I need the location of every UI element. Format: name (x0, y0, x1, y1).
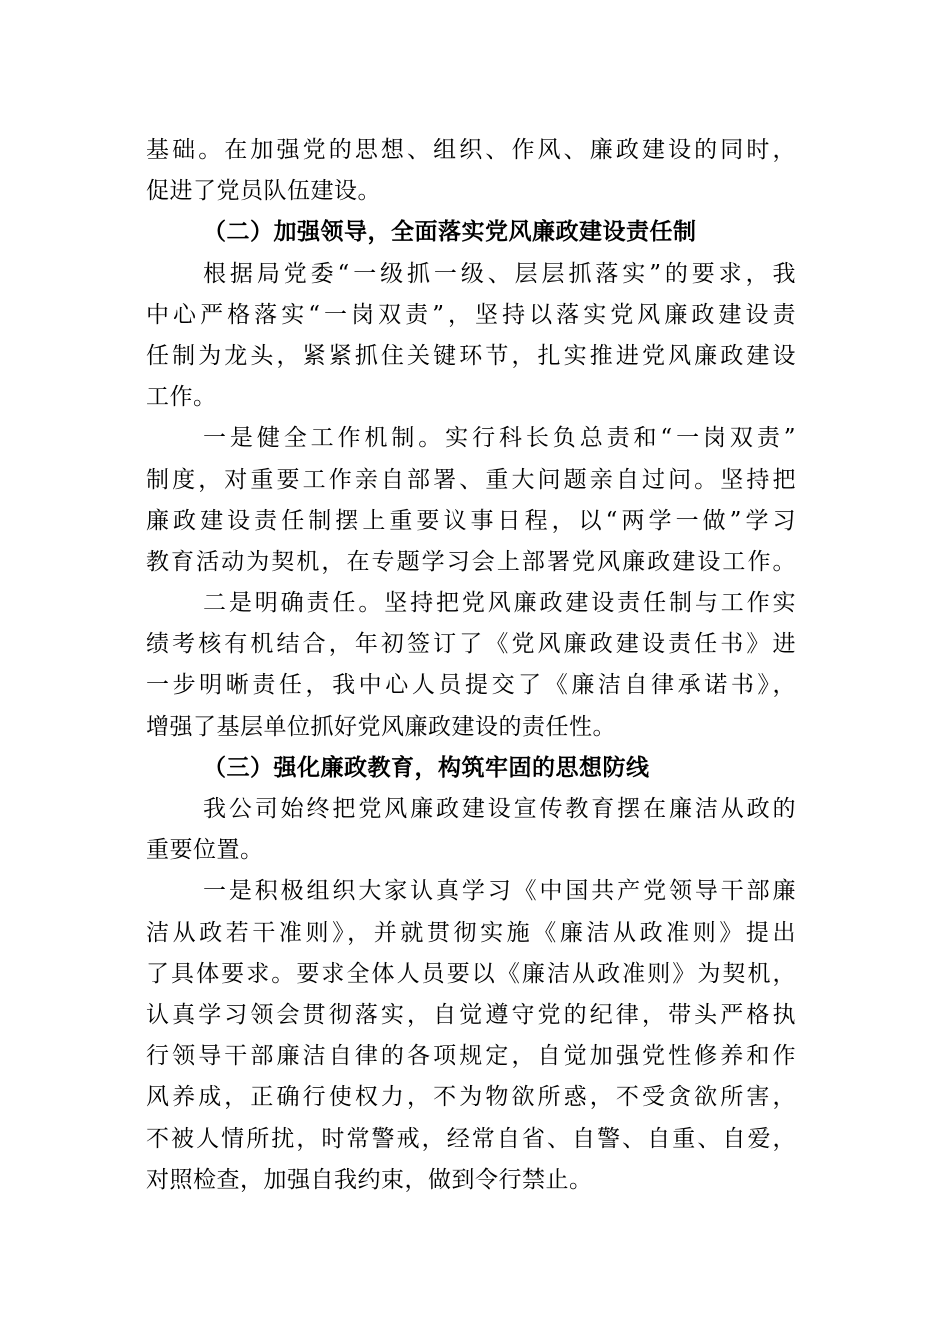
paragraph (146, 418, 796, 583)
text-line: 一是积极组织大家认真学习《中国共产党领导干部廉 (203, 878, 796, 905)
text-line: 二是明确责任。坚持把党风廉政建设责任制与工作实 (203, 590, 796, 617)
section-heading-2 (146, 212, 796, 253)
text-line: 一是健全工作机制。实行科长负总责和“一岗双责” (203, 425, 796, 452)
text-line: 促进了党员队伍建设。 (146, 178, 381, 205)
text-line: 任制为龙头，紧紧抓住关键环节，扎实推进党风廉政建设 (146, 342, 796, 369)
heading-text: （三）强化廉政教育，构筑牢固的思想防线 (203, 754, 650, 781)
paragraph (146, 871, 796, 1201)
text-line: 工作。 (146, 384, 217, 411)
section-heading-3 (146, 748, 796, 789)
text-line: 不被人情所扰，时常警戒，经常自省、自警、自重、自爱， (146, 1125, 796, 1152)
text-line: 风养成，正确行使权力，不为物欲所惑，不受贪欲所害， (146, 1084, 796, 1111)
text-line: 认真学习领会贯彻落实，自觉遵守党的纪律，带头严格执 (146, 1001, 796, 1028)
document-body (146, 130, 796, 1201)
text-line: 基础。在加强党的思想、组织、作风、廉政建设的同时， (146, 137, 796, 163)
text-line: 廉政建设责任制摆上重要议事日程，以“两学一做”学习 (146, 507, 796, 534)
text-line: 绩考核有机结合，年初签订了《党风廉政建设责任书》进 (146, 631, 796, 658)
paragraph (146, 789, 796, 871)
text-line: 教育活动为契机，在专题学习会上部署党风廉政建设工作。 (146, 548, 796, 575)
text-line: 对照检查，加强自我约束，做到令行禁止。 (146, 1166, 593, 1193)
text-line: 根据局党委“一级抓一级、层层抓落实”的要求，我 (203, 260, 796, 287)
paragraph (146, 254, 796, 419)
text-line: 洁从政若干准则》，并就贯彻实施《廉洁从政准则》提出 (146, 919, 796, 946)
text-line: 行领导干部廉洁自律的各项规定，自觉加强党性修养和作 (146, 1043, 796, 1070)
text-line: 一步明晰责任，我中心人员提交了《廉洁自律承诺书》， (146, 672, 796, 699)
text-line: 我公司始终把党风廉政建设宣传教育摆在廉洁从政的 (203, 796, 796, 822)
text-line: 中心严格落实“一岗双责”，坚持以落实党风廉政建设责 (146, 301, 796, 328)
text-line: 增强了基层单位抓好党风廉政建设的责任性。 (146, 713, 616, 740)
text-line: 重要位置。 (146, 837, 264, 864)
heading-text: （二）加强领导，全面落实党风廉政建设责任制 (203, 219, 697, 246)
paragraph-continuation (146, 130, 796, 212)
text-line: 制度，对重要工作亲自部署、重大问题亲自过问。坚持把 (146, 466, 796, 493)
text-line: 了具体要求。要求全体人员要以《廉洁从政准则》为契机， (146, 960, 796, 987)
paragraph (146, 583, 796, 748)
